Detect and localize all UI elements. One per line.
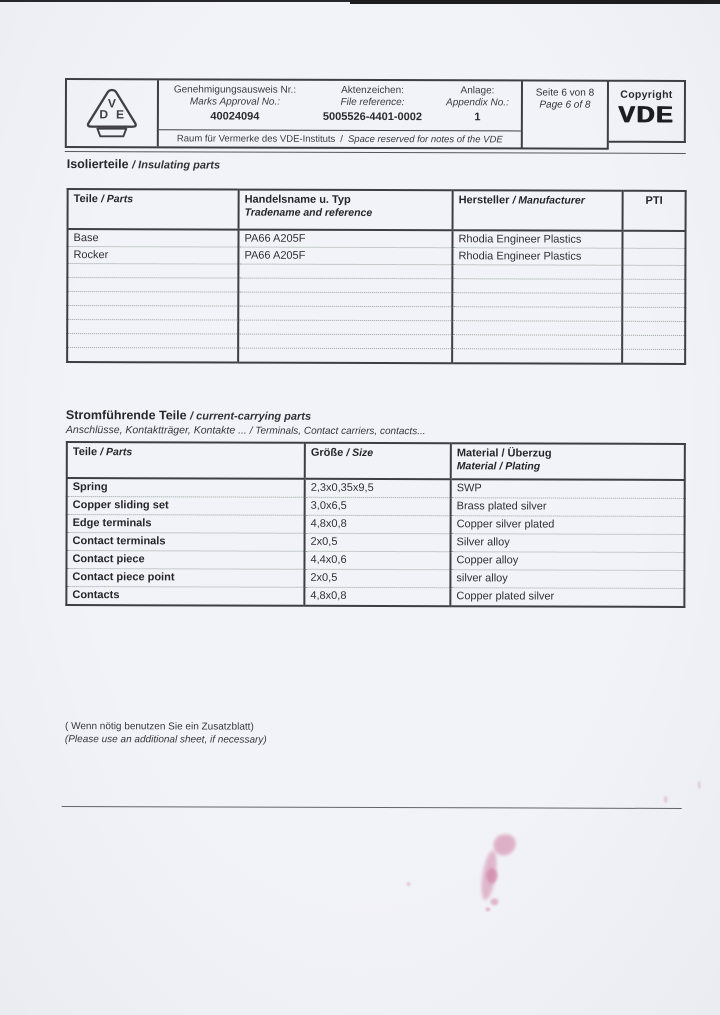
cell-part: Contact piece [66, 551, 304, 570]
column-header-tradename: Handelsname u. Typ Tradename and reference [239, 190, 453, 231]
table-row [67, 497, 685, 517]
ink-smudge-dot [485, 907, 490, 911]
section-title-en: / Insulating parts [132, 159, 221, 172]
ink-smudge-dot [490, 898, 498, 905]
file-reference-label-de: Aktenzeichen: [341, 84, 404, 97]
cell-part: Contact terminals [67, 533, 305, 552]
additional-sheet-note [65, 720, 267, 747]
cell-size: 4,8x0,8 [304, 587, 450, 606]
section-title-insulating-parts [67, 157, 220, 171]
appendix-block [434, 85, 521, 130]
cell-size: 2x0,5 [304, 569, 450, 587]
section-subtitle-de: Anschlüsse, Kontaktträger, Kontakte ... [65, 424, 247, 437]
vde-wordmark: VDE [618, 101, 675, 128]
cell-material: Copper silver plated [451, 516, 685, 535]
cell-size: 2x0,5 [305, 533, 451, 551]
appendix-label-de: Anlage: [460, 85, 495, 97]
table-header-row [68, 189, 686, 231]
header-middle-section [159, 80, 521, 147]
additional-sheet-note-en: (Please use an additional sheet, if necessary) [64, 734, 267, 746]
section-title-de: Isolierteile [66, 157, 129, 172]
cell-material: SWP [451, 479, 685, 498]
cell-part: Contact piece point [66, 569, 304, 588]
additional-sheet-note-de: ( Wenn nötig benutzen Sie ein Zusatzblatt) [64, 721, 254, 733]
cell-size: 3,0x6,5 [305, 497, 451, 515]
notes-separator: / [340, 133, 343, 145]
page-number-cell [521, 81, 607, 147]
cell-material: silver alloy [450, 570, 684, 589]
cell-material: Brass plated silver [451, 498, 685, 517]
section-subtitle-en: / Terminals, Contact carriers, contacts... [249, 425, 426, 438]
table-row [67, 533, 685, 553]
section-title-current-carrying [66, 408, 311, 423]
cell-part: Copper sliding set [67, 497, 305, 516]
vde-notes-row [159, 129, 521, 147]
table-row [67, 478, 685, 498]
file-reference-value: 5005526-4401-0002 [322, 110, 423, 124]
ink-smudge-dot [664, 796, 668, 803]
cell-part: Spring [67, 478, 305, 497]
ink-smudge-blob [486, 868, 497, 883]
cell-part: Edge terminals [67, 515, 305, 534]
copyright-box [609, 80, 686, 143]
cell-size: 4,8x0,8 [305, 515, 451, 533]
column-header-parts: Teile / Parts [67, 442, 305, 479]
cell-material: Silver alloy [451, 534, 685, 553]
notes-label-en: Space reserved for notes of the VDE [347, 133, 503, 145]
vde-triangle-logo-icon [83, 86, 141, 140]
approval-label-de: Genehmigungsausweis Nr.: [173, 84, 297, 96]
cell-tradename: PA66 A205F [238, 247, 452, 265]
ink-smudge-dot [406, 882, 410, 886]
svg-text:V: V [107, 96, 116, 111]
page-number-de: Seite 6 von 8 [535, 87, 595, 99]
svg-text:D: D [99, 107, 109, 122]
cell-size: 4,4x0,6 [304, 551, 450, 569]
vde-logo-cell [67, 80, 159, 146]
svg-text:E: E [116, 107, 125, 122]
cell-material: Copper plated silver [450, 588, 684, 607]
approval-label-en: Marks Approval No.: [189, 95, 281, 108]
cell-part: Rocker [67, 247, 238, 265]
table-row [67, 247, 685, 266]
column-header-size: Größe / Size [305, 443, 451, 479]
column-header-material: Material / Überzug Material / Plating [451, 443, 685, 480]
document-header-box [65, 78, 609, 150]
cell-part: Contacts [72, 589, 120, 602]
notes-label-de: Raum für Vermerke des VDE-Instituts [176, 132, 336, 145]
appendix-value: 1 [474, 111, 481, 124]
cell-pti [622, 231, 685, 249]
section-title-en: / current-carrying parts [190, 410, 312, 423]
approval-number-block [159, 84, 311, 129]
cell-manufacturer: Rhodia Engineer Plastics [452, 230, 622, 248]
copyright-label: Copyright [620, 88, 673, 101]
cell-size: 2,3x0,35x9,5 [305, 479, 451, 498]
section-subtitle-terminals [66, 424, 426, 437]
cell-part: Base [67, 229, 238, 247]
table-row [67, 515, 685, 535]
table-row [66, 569, 684, 589]
approval-number-value: 40024094 [210, 110, 260, 123]
column-header-pti: PTI [623, 191, 686, 231]
section-title-de: Stromführende Teile [65, 408, 187, 423]
cell-pti [622, 248, 685, 265]
ink-smudge-blob [494, 834, 516, 855]
current-carrying-parts-table [65, 441, 686, 608]
cell-manufacturer: Rhodia Engineer Plastics [452, 248, 622, 266]
appendix-label-en: Appendix No.: [446, 96, 509, 108]
table-header-row [67, 442, 685, 480]
insulating-parts-table [66, 188, 687, 364]
table-row [67, 229, 685, 248]
table-row [66, 587, 684, 607]
column-header-parts: Teile / Parts [68, 189, 239, 230]
ink-smudge-dot [698, 781, 701, 789]
cell-tradename: PA66 A205F [238, 230, 452, 248]
table-empty-row [67, 348, 685, 364]
page-number-en: Page 6 of 8 [539, 99, 591, 111]
cell-material: Copper alloy [450, 552, 684, 571]
footer-divider-rule [62, 806, 682, 809]
header-divider-rule [65, 151, 686, 154]
column-header-manufacturer: Hersteller / Manufacturer [453, 190, 623, 231]
file-reference-block [311, 85, 434, 130]
table-row [66, 551, 684, 571]
file-reference-label-en: File reference: [340, 96, 405, 108]
